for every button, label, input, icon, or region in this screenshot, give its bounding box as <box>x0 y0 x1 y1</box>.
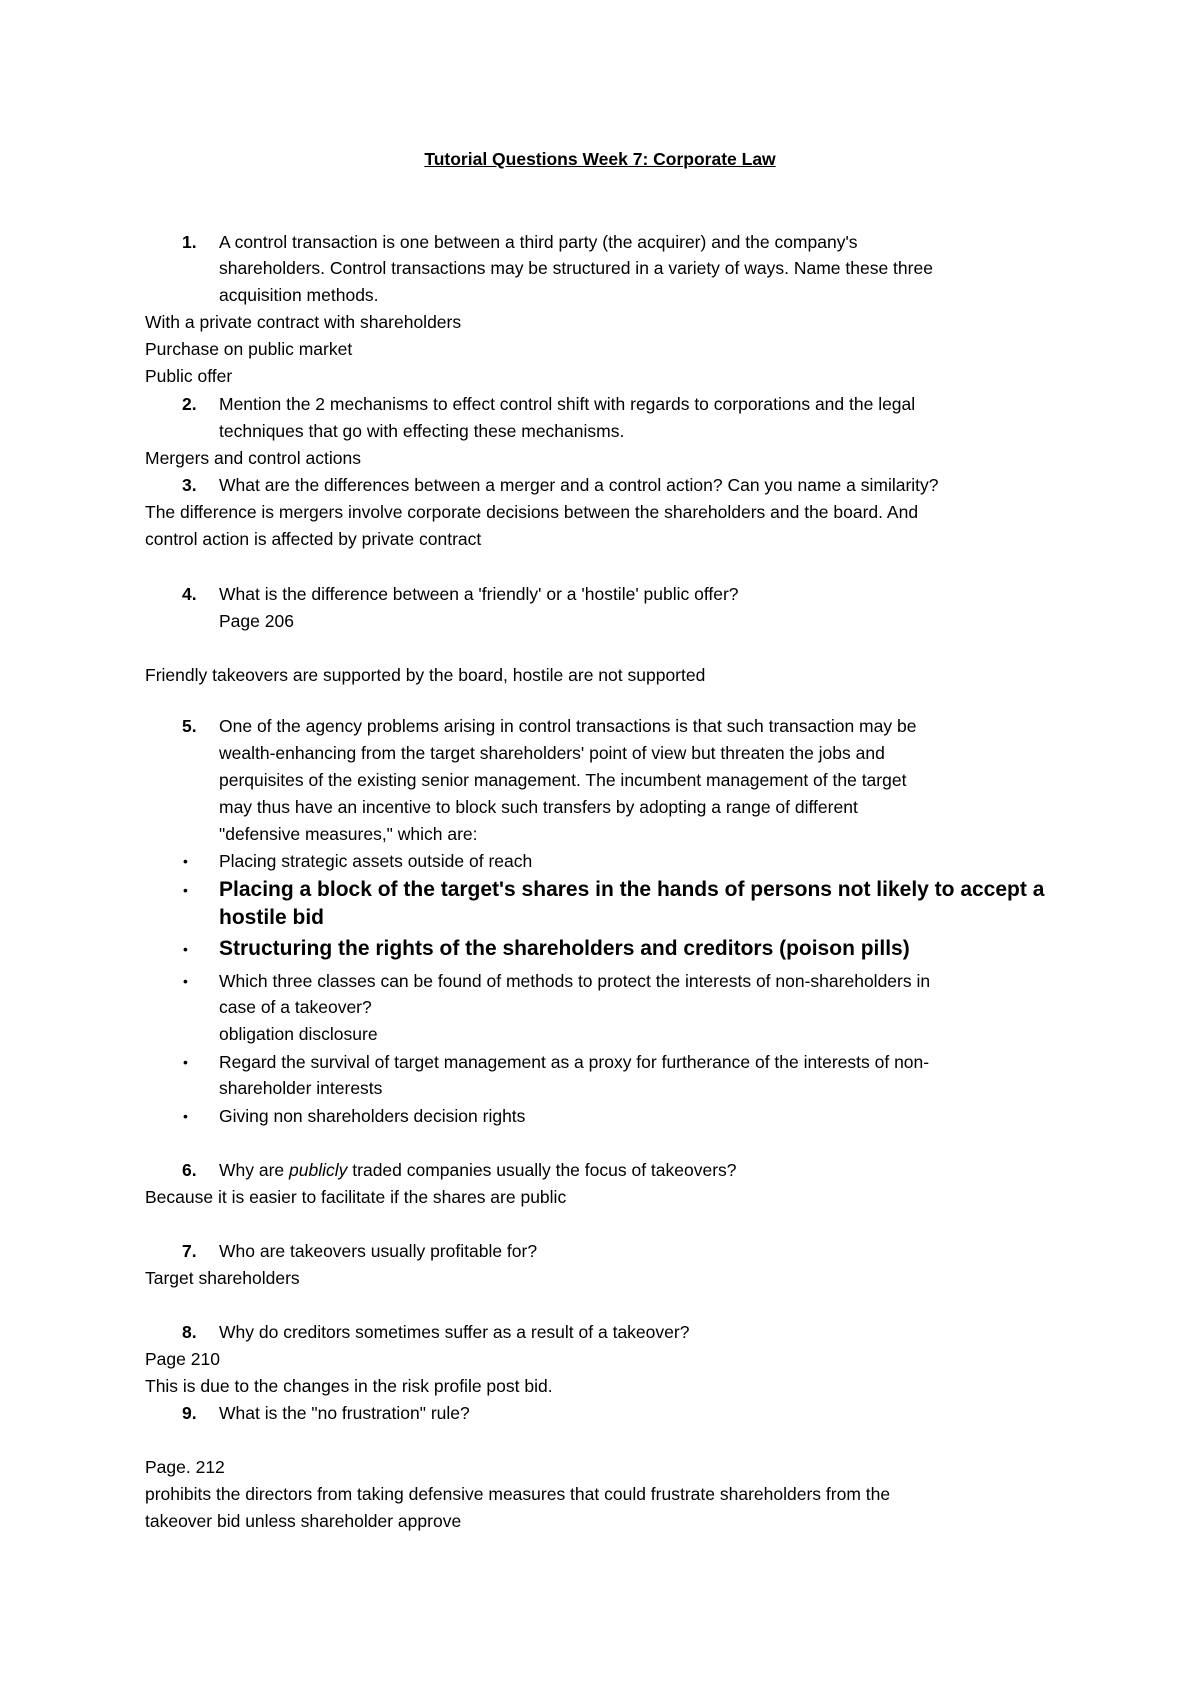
bullet-item-5-line-1: Regard the survival of target management as a proxy for furtherance of the interests of non- <box>219 1052 930 1072</box>
answer-1-line-3: Public offer <box>145 366 233 386</box>
bullet-icon: • <box>183 973 188 989</box>
question-5-line-5: "defensive measures," which are: <box>219 824 478 844</box>
answer-8: This is due to the changes in the risk profile post bid. <box>145 1376 553 1396</box>
question-9-page-ref: Page. 212 <box>145 1457 225 1477</box>
bullet-item-4-line-1: Which three classes can be found of methods to protect the interests of non-shareholders in <box>219 971 931 991</box>
question-5-line-4: may thus have an incentive to block such transfers by adopting a range of different <box>219 797 858 817</box>
question-1-line-3: acquisition methods. <box>219 285 379 305</box>
question-2-line-1: Mention the 2 mechanisms to effect control shift with regards to corporations and the legal <box>219 394 916 414</box>
answer-1-line-2: Purchase on public market <box>145 339 353 359</box>
question-2-line-2: techniques that go with effecting these mechanisms. <box>219 421 625 441</box>
question-5-line-1: One of the agency problems arising in control transactions is that such transaction may be <box>219 716 917 736</box>
question-number-3: 3. <box>182 475 197 495</box>
question-number-2: 2. <box>182 394 197 414</box>
bullet-item-1: Placing strategic assets outside of reach <box>219 851 533 871</box>
question-number-8: 8. <box>182 1322 197 1342</box>
answer-7: Target shareholders <box>145 1268 300 1288</box>
question-number-7: 7. <box>182 1241 197 1261</box>
bullet-item-5-line-2: shareholder interests <box>219 1078 383 1098</box>
question-4-line-1: What is the difference between a 'friendly' or a 'hostile' public offer? <box>219 584 739 604</box>
answer-3-line-2: control action is affected by private contract <box>145 529 482 549</box>
question-7-line-1: Who are takeovers usually profitable for? <box>219 1241 538 1261</box>
question-8-page-ref: Page 210 <box>145 1349 220 1369</box>
answer-2: Mergers and control actions <box>145 448 361 468</box>
question-number-5: 5. <box>182 716 197 736</box>
question-6-text-end: traded companies usually the focus of takeovers? <box>347 1160 737 1180</box>
question-5-line-3: perquisites of the existing senior management. The incumbent management of the target <box>219 770 907 790</box>
answer-9-line-2: takeover bid unless shareholder approve <box>145 1511 462 1531</box>
question-9-line-1: What is the "no frustration" rule? <box>219 1403 470 1423</box>
bullet-item-4-line-3: obligation disclosure <box>219 1024 378 1044</box>
question-6-text-start: Why are <box>219 1160 290 1180</box>
bullet-item-3: Structuring the rights of the shareholders and creditors (poison pills) <box>219 937 910 960</box>
bullet-icon: • <box>183 1054 188 1070</box>
answer-4: Friendly takeovers are supported by the board, hostile are not supported <box>145 665 706 685</box>
question-6-line-1 <box>219 1157 737 1183</box>
question-number-4: 4. <box>182 584 197 604</box>
question-5-line-2: wealth-enhancing from the target shareholders' point of view but threaten the jobs and <box>219 743 885 763</box>
question-number-9: 9. <box>182 1403 197 1423</box>
question-6-emphasis: publicly <box>289 1160 348 1180</box>
question-8-line-1: Why do creditors sometimes suffer as a result of a takeover? <box>219 1322 690 1342</box>
bullet-item-6: Giving non shareholders decision rights <box>219 1106 526 1126</box>
answer-1-line-1: With a private contract with shareholders <box>145 312 462 332</box>
bullet-icon: • <box>183 853 188 869</box>
bullet-icon: • <box>183 941 188 957</box>
bullet-item-2-line-1: Placing a block of the target's shares in the hands of persons not likely to accept a <box>219 878 1045 901</box>
question-number-6: 6. <box>182 1160 197 1180</box>
bullet-icon: • <box>183 882 188 898</box>
question-1-line-2: shareholders. Control transactions may be structured in a variety of ways. Name these three <box>219 258 933 278</box>
answer-9-line-1: prohibits the directors from taking defensive measures that could frustrate shareholders from the <box>145 1484 891 1504</box>
question-3-line-1: What are the differences between a merger and a control action? Can you name a similarity? <box>219 475 939 495</box>
answer-3-line-1: The difference is mergers involve corporate decisions between the shareholders and the board. And <box>145 502 919 522</box>
page-title: Tutorial Questions Week 7: Corporate Law <box>424 149 776 169</box>
question-number-1: 1. <box>182 232 197 252</box>
bullet-item-2-line-2: hostile bid <box>219 906 324 929</box>
answer-6: Because it is easier to facilitate if the shares are public <box>145 1187 567 1207</box>
question-4-page-ref: Page 206 <box>219 611 294 631</box>
question-1-line-1: A control transaction is one between a third party (the acquirer) and the company's <box>219 232 858 252</box>
bullet-icon: • <box>183 1108 188 1124</box>
bullet-item-4-line-2: case of a takeover? <box>219 997 372 1017</box>
